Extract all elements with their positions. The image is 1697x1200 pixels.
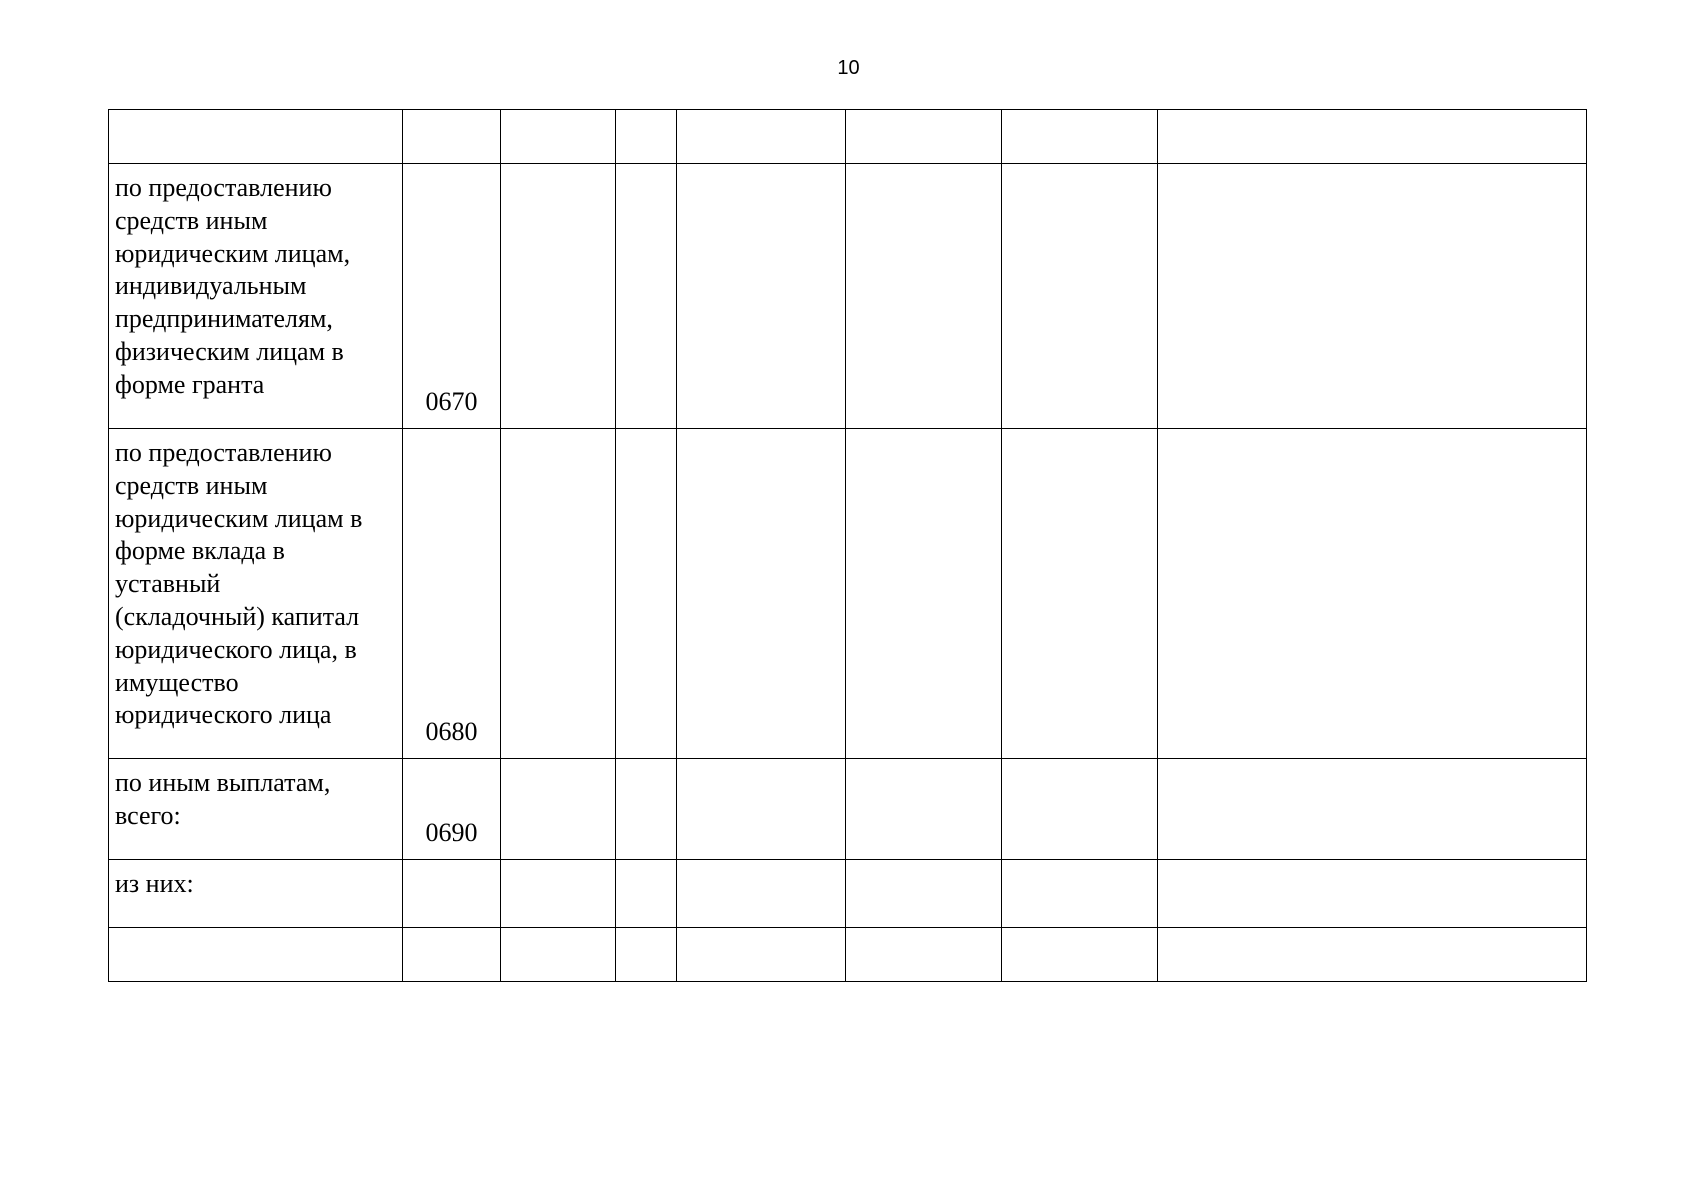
table-cell: [1158, 429, 1587, 759]
table-cell: [616, 759, 677, 860]
row-label: по иным выплатам, всего:: [109, 759, 403, 860]
page-number: 10: [837, 57, 860, 79]
table-cell: [403, 928, 501, 982]
table-cell: [616, 164, 677, 429]
table-cell: [846, 860, 1002, 928]
table-cell: [1002, 860, 1158, 928]
table-cell: [1158, 164, 1587, 429]
row-label: по предоставлению средств иным юридическим лицам, индивидуальным предпринимателям, физическим лицам в форме гранта: [109, 164, 403, 429]
table-row-empty-bottom: [109, 928, 1587, 982]
table-cell: [501, 110, 616, 164]
table-cell: [1002, 928, 1158, 982]
table-cell: [1002, 164, 1158, 429]
table-cell: [403, 110, 501, 164]
table-cell: [846, 110, 1002, 164]
table-cell: [1002, 759, 1158, 860]
table-row-0680: [109, 429, 1587, 759]
row-code: [403, 860, 501, 928]
table-row-0690: [109, 759, 1587, 860]
table-cell: [1158, 759, 1587, 860]
table-cell: [677, 928, 846, 982]
table-cell: [616, 860, 677, 928]
row-code: 0670: [403, 164, 501, 429]
table-cell: [501, 759, 616, 860]
table-cell: [501, 429, 616, 759]
table-cell: [677, 759, 846, 860]
table-cell: [501, 164, 616, 429]
table-cell: [109, 928, 403, 982]
table-cell: [677, 110, 846, 164]
row-code: 0690: [403, 759, 501, 860]
table-cell: [1002, 429, 1158, 759]
table-cell: [846, 759, 1002, 860]
table-cell: [109, 110, 403, 164]
table-row-empty-top: [109, 110, 1587, 164]
table-cell: [677, 860, 846, 928]
table-cell: [616, 429, 677, 759]
table-cell: [846, 164, 1002, 429]
table-cell: [616, 110, 677, 164]
table-cell: [616, 928, 677, 982]
table-cell: [501, 928, 616, 982]
table-cell: [1158, 928, 1587, 982]
table-row-0670: [109, 164, 1587, 429]
row-code: 0680: [403, 429, 501, 759]
table-cell: [1002, 110, 1158, 164]
row-label: из них:: [109, 860, 403, 928]
table-cell: [677, 164, 846, 429]
report-table: [108, 109, 1587, 982]
table-row-of-which: [109, 860, 1587, 928]
table-cell: [846, 429, 1002, 759]
table-cell: [846, 928, 1002, 982]
table-cell: [1158, 110, 1587, 164]
table-cell: [501, 860, 616, 928]
table-cell: [1158, 860, 1587, 928]
row-label: по предоставлению средств иным юридическим лицам в форме вклада в уставный (складочный) капитал юридического лица, в имущество юридического лица: [109, 429, 403, 759]
table-cell: [677, 429, 846, 759]
